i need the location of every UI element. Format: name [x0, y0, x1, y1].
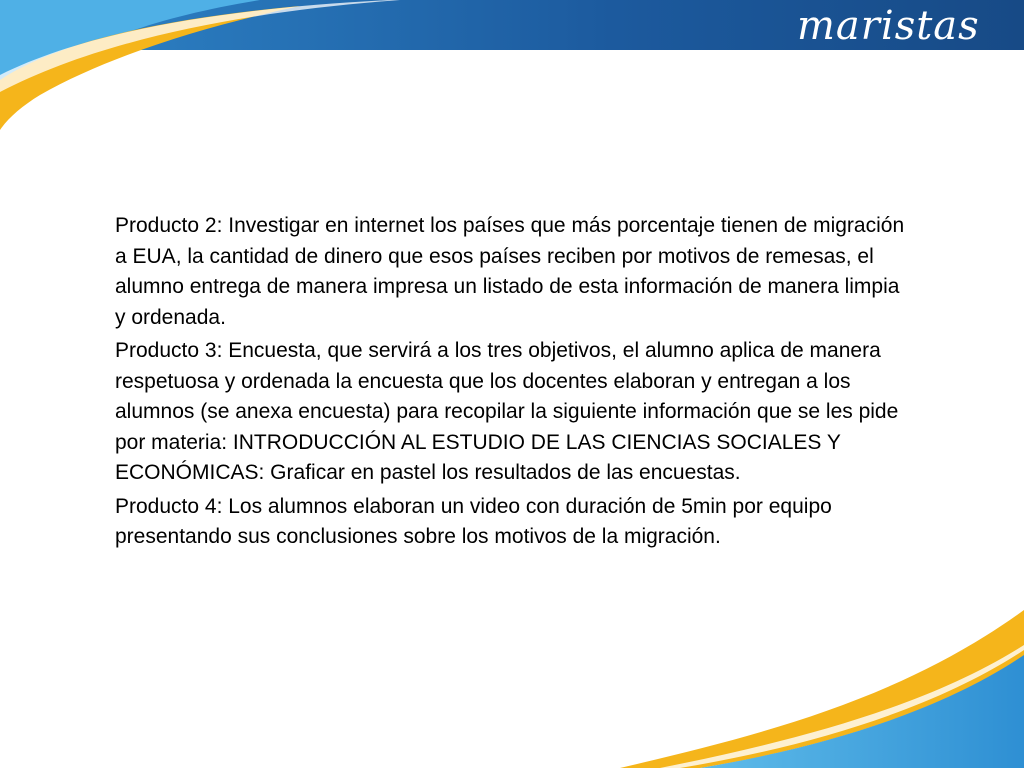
paragraph-producto-4: Producto 4: Los alumnos elaboran un video con duración de 5min por equipo presentando sus conclusiones sobre los motivos de la migración. — [115, 494, 832, 548]
slide-body — [115, 211, 905, 556]
paragraph-producto-3: Producto 3: Encuesta, que servirá a los tres objetivos, el alumno aplica de manera respetuosa y ordenada la encuesta que los docentes elaboran y entregan a los alumnos (se anexa encuesta) para recopilar la siguiente información que se les pide por materia: INTRODUCCIÓN AL ESTUDIO DE LAS CIENCIAS SOCIALES Y ECONÓMICAS: Graficar en pastel los resultados de las encuestas. — [115, 339, 899, 484]
paragraph-producto-2: Producto 2: Investigar en internet los países que más porcentaje tienen de migración a EUA, la cantidad de dinero que esos países reciben por motivos de remesas, el alumno entrega de manera impresa un listado de esta información de manera limpia y ordenada. — [115, 214, 905, 329]
maristas-logo: maristas — [797, 3, 980, 49]
